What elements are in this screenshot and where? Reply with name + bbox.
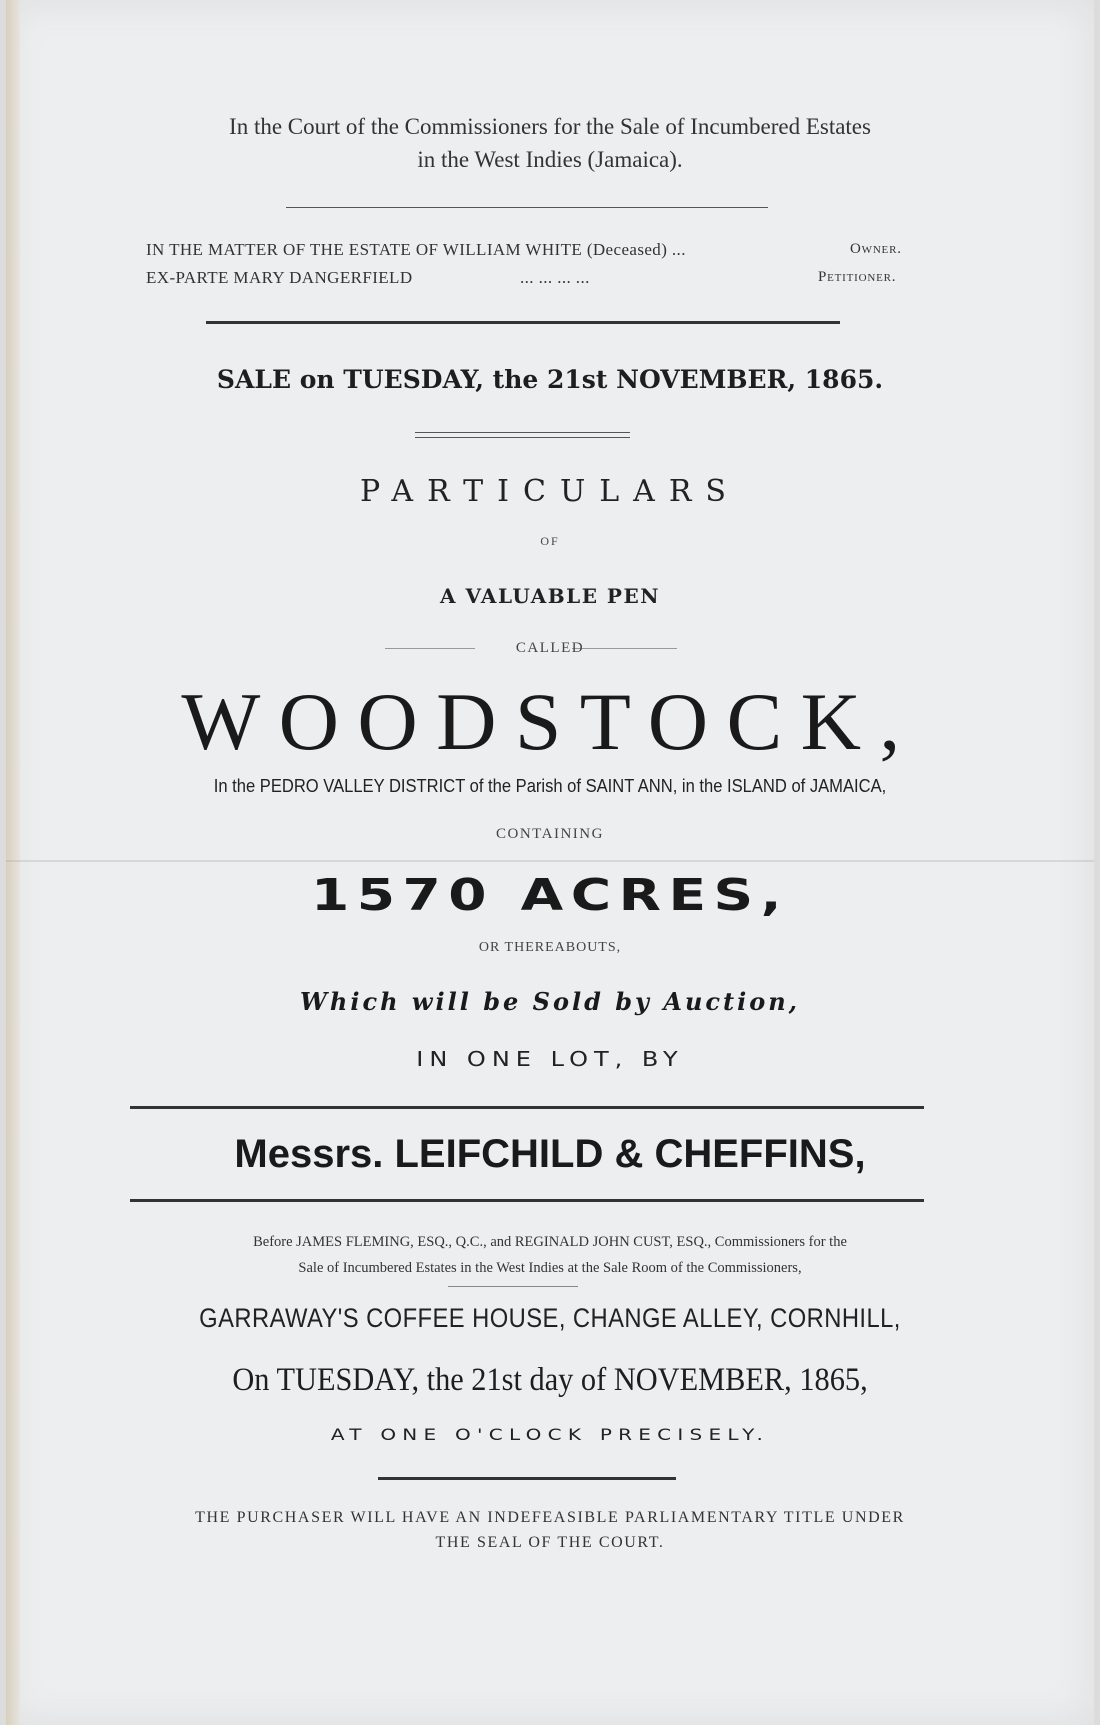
paper-fold — [6, 860, 1094, 862]
purchaser-line-2: THE SEAL OF THE COURT. — [435, 1534, 665, 1551]
divider-1 — [286, 207, 768, 208]
particulars-title: PARTICULARS — [360, 474, 740, 509]
venue-line: GARRAWAY'S COFFEE HOUSE, CHANGE ALLEY, CORNHILL, — [199, 1303, 901, 1333]
paper-edge — [6, 0, 20, 1725]
petitioner-label: Petitioner. — [818, 269, 897, 285]
double-rule-top — [415, 432, 630, 433]
commissioners-line-1: Before JAMES FLEMING, ESQ., Q.C., and REGINALD JOHN CUST, ESQ., Commissioners for the — [253, 1234, 847, 1250]
of-label: OF — [540, 534, 560, 548]
auctioneers: Messrs. LEIFCHILD & CHEFFINS, — [234, 1132, 866, 1176]
purchaser-line-1: THE PURCHASER WILL HAVE AN INDEFEASIBLE PARLIAMENTARY TITLE UNDER — [195, 1509, 905, 1526]
acreage: 1570 ACRES, — [310, 870, 790, 921]
matter-line: IN THE MATTER OF THE ESTATE OF WILLIAM WHITE (Deceased) ... — [146, 240, 686, 259]
containing-label: CONTAINING — [496, 826, 604, 842]
estate-name: WOODSTOCK, — [181, 676, 919, 767]
sale-heading: SALE on TUESDAY, the 21st NOVEMBER, 1865. — [216, 365, 884, 394]
called-label: CALLED — [515, 640, 585, 656]
divider-5 — [448, 1286, 578, 1287]
time-line: AT ONE O'CLOCK PRECISELY. — [330, 1425, 770, 1444]
divider-3 — [130, 1106, 924, 1109]
location-line: In the PEDRO VALLEY DISTRICT of the Parish of SAINT ANN, in the ISLAND of JAMAICA, — [213, 776, 887, 796]
ex-parte-line: EX-PARTE MARY DANGERFIELD — [146, 268, 413, 287]
commissioners-line-2: Sale of Incumbered Estates in the West Indies at the Sale Room of the Commissioners, — [298, 1260, 802, 1276]
double-rule-bottom — [415, 437, 630, 438]
divider-4 — [130, 1199, 924, 1202]
date-line: On TUESDAY, the 21st day of NOVEMBER, 1865, — [232, 1362, 868, 1398]
divider-2 — [206, 321, 840, 324]
valuable-pen: A VALUABLE PEN — [439, 584, 660, 608]
court-line-2: in the West Indies (Jamaica). — [417, 147, 683, 172]
ex-parte-dots: ... ... ... ... — [520, 268, 590, 287]
court-line-1: In the Court of the Commissioners for the Sale of Incumbered Estates — [229, 114, 871, 139]
one-lot-line: IN ONE LOT, BY — [416, 1047, 684, 1071]
thereabouts-label: OR THEREABOUTS, — [478, 940, 622, 955]
owner-label: Owner. — [850, 241, 902, 257]
auction-line: Which will be Sold by Auction, — [299, 987, 801, 1016]
divider-6 — [378, 1477, 676, 1480]
